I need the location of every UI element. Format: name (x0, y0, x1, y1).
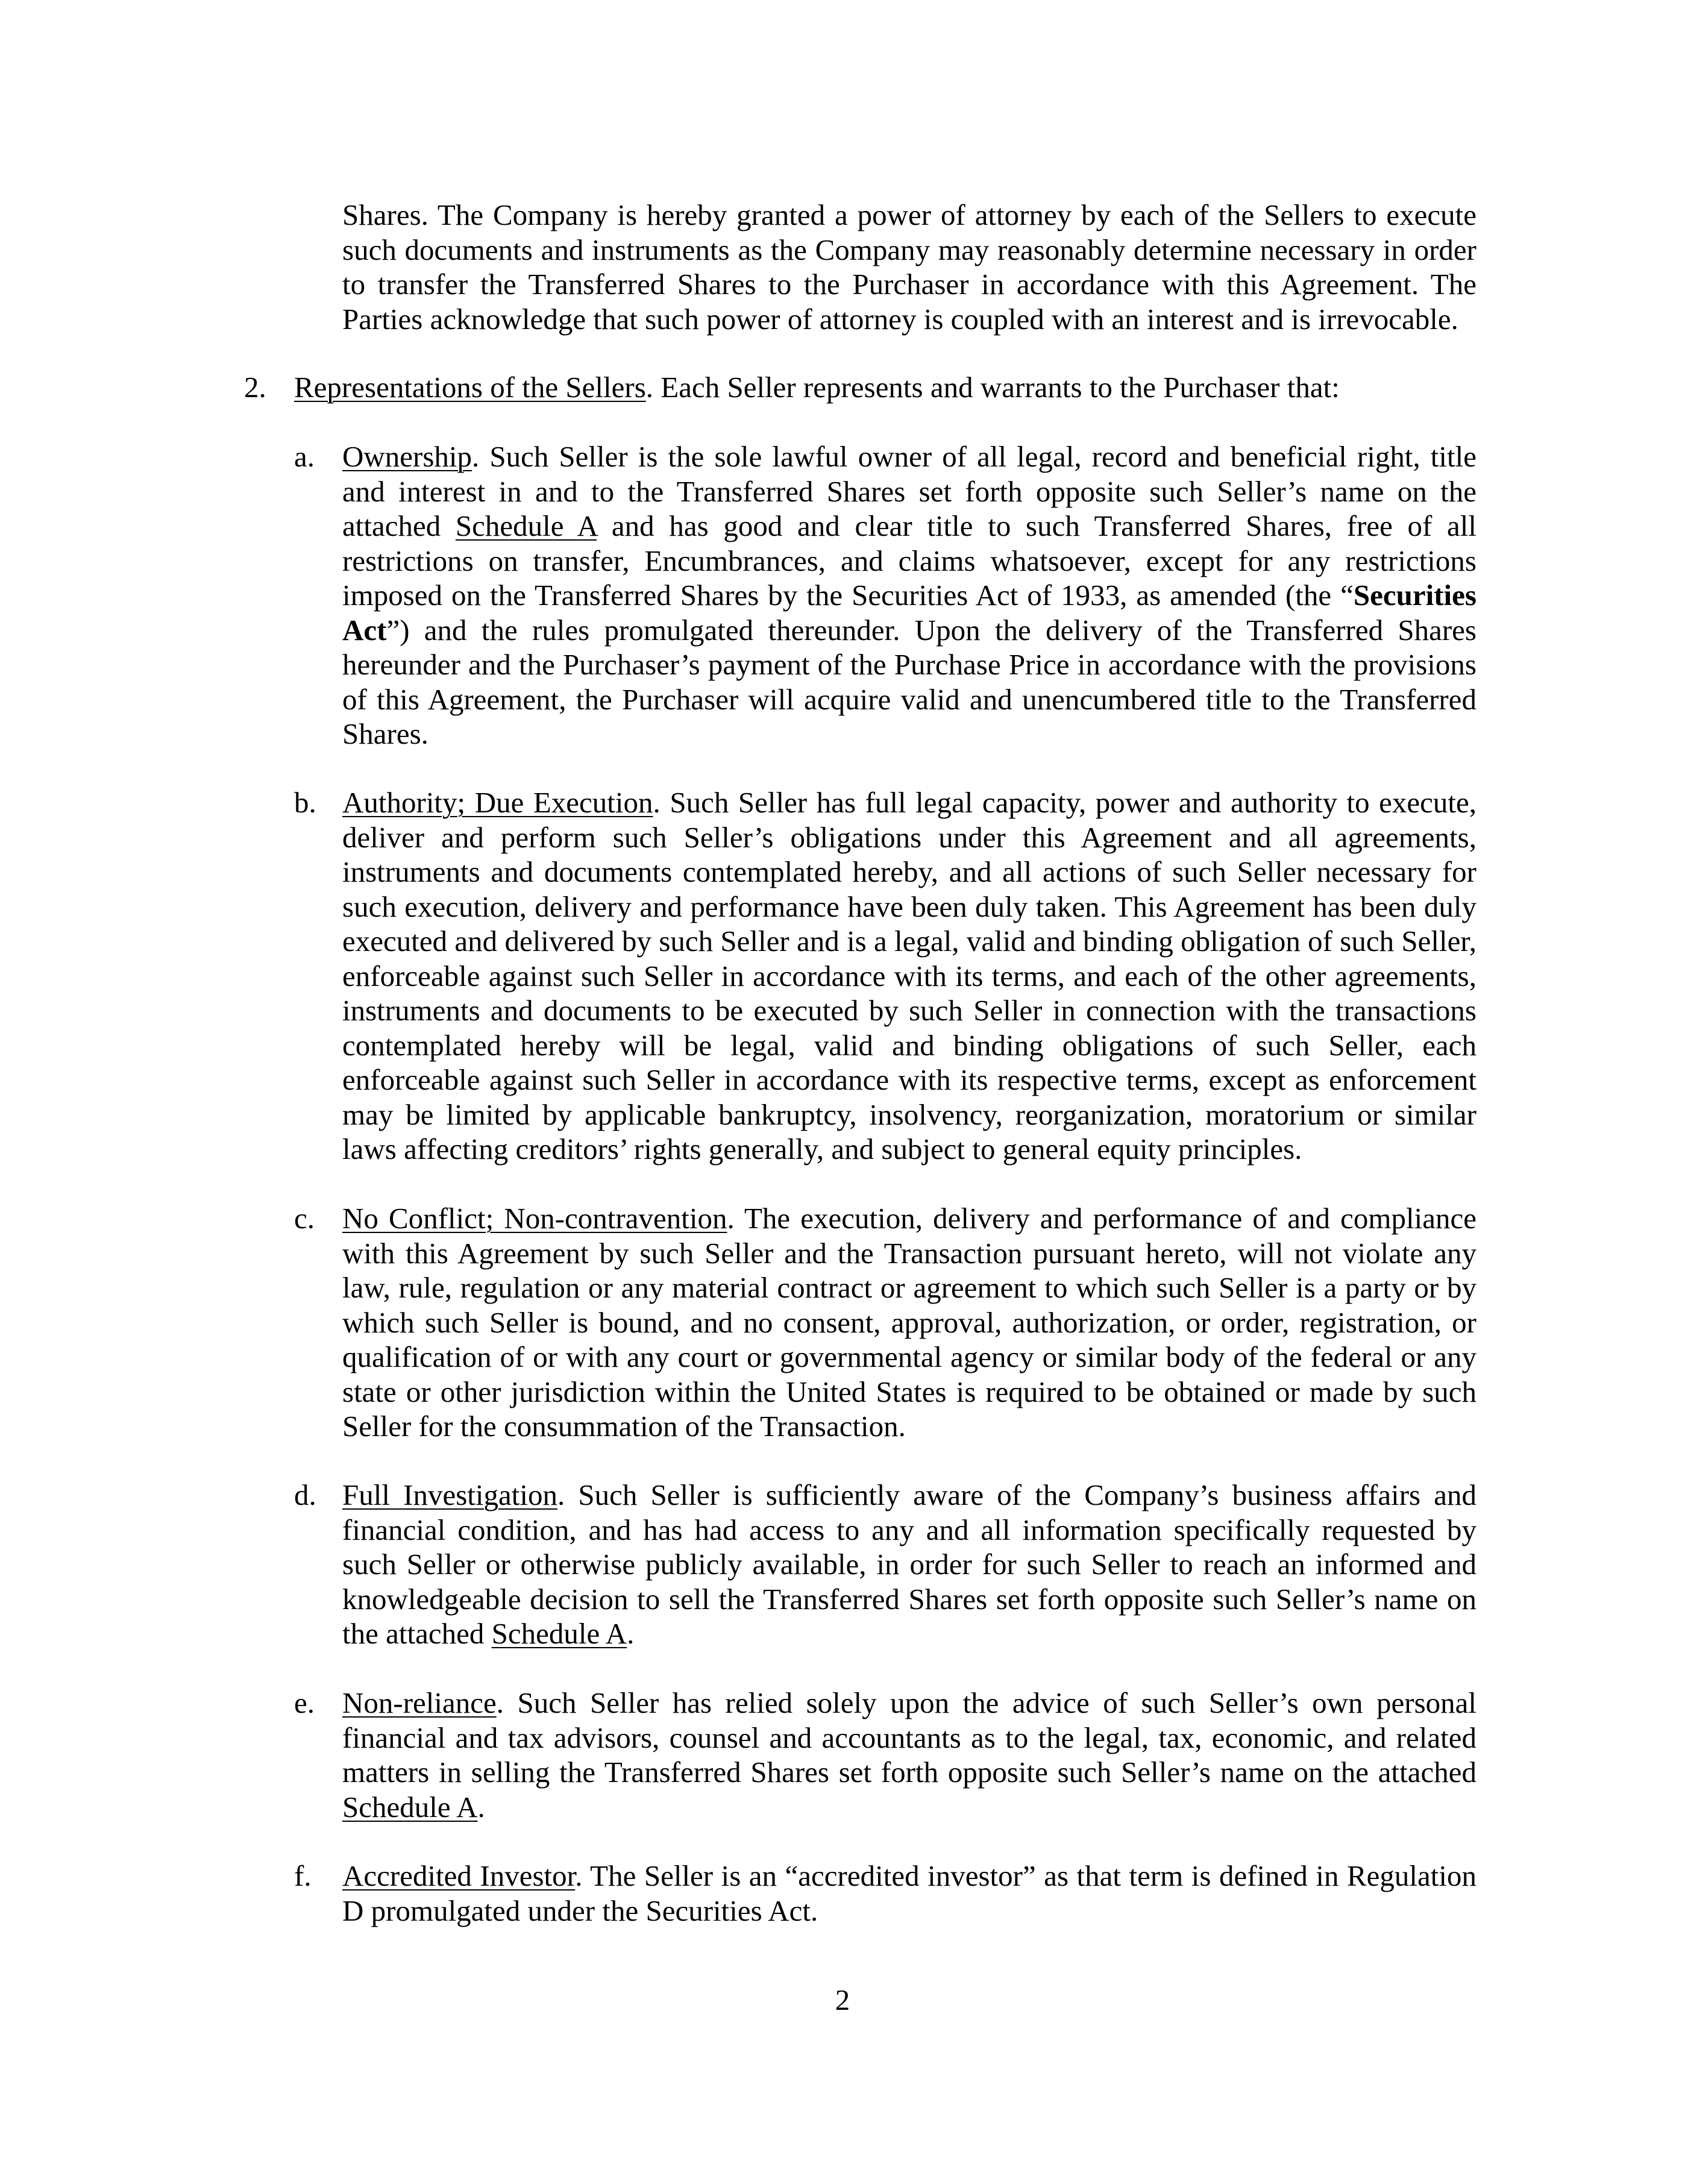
item-e-text1: . Such Seller has relied solely upon the advice of such Seller’s own personal financial and tax advisors, counsel and accountants as to the legal, tax, economic, and related matters in selling the Transferred Shares set forth opposite such Seller’s name on the attached (342, 1686, 1476, 1789)
schedule-a-reference: Schedule A (342, 1790, 478, 1824)
item-d-text2: . (627, 1617, 635, 1650)
item-c-label: c. (294, 1202, 315, 1235)
item-a-heading: Ownership (342, 440, 472, 473)
item-a-paragraph (342, 439, 1476, 752)
schedule-a-reference: Schedule A (455, 509, 597, 542)
schedule-a-reference: Schedule A (491, 1617, 627, 1650)
item-e-heading: Non-reliance (342, 1686, 497, 1719)
item-a-text1: . Such Seller is the sole lawful owner of all legal, record and beneficial right, title and interest in and to the Transferred Shares set forth opposite such Seller’s name on the attached (342, 440, 1476, 542)
item-f-label: f. (294, 1859, 312, 1892)
section-2-line (294, 370, 1340, 405)
item-e-paragraph (342, 1686, 1476, 1824)
item-f-paragraph (342, 1859, 1476, 1928)
item-c-heading: No Conflict; Non-contravention (342, 1202, 727, 1235)
item-a-label: a. (294, 440, 315, 473)
item-d-label: d. (294, 1478, 316, 1511)
item-e-text2: . (477, 1790, 485, 1824)
intro-paragraph (342, 198, 1476, 336)
item-d-heading: Full Investigation (342, 1478, 557, 1511)
item-c-paragraph (342, 1201, 1476, 1444)
section-2-number: 2. (244, 371, 266, 404)
page-number: 2 (835, 1983, 850, 2016)
section-2-heading: Representations of the Sellers (294, 371, 646, 404)
item-d-paragraph (342, 1478, 1476, 1651)
item-b-label: b. (294, 786, 316, 819)
section-2-text: . Each Seller represents and warrants to the Purchaser that: (645, 371, 1340, 404)
item-a-text3: ”) and the rules promulgated thereunder. Upon the delivery of the Transferred Shares hereunder and the Purchaser’s payment of the Purchase Price in accordance with the provisions of this Agreement, the Purchaser will acquire valid and unencumbered title to the Transferred Shares. (342, 613, 1476, 750)
item-f-heading: Accredited Investor (342, 1859, 576, 1892)
item-f-text: . The Seller is an “accredited investor” as that term is defined in Regulation D promulgated under the Securities Act. (342, 1859, 1477, 1927)
item-e-label: e. (294, 1686, 315, 1719)
item-d-text1: . Such Seller is sufficiently aware of the Company’s business affairs and financial condition, and has had access to any and all information specifically requested by such Seller or otherwise publicly available, in order for such Seller to reach an informed and knowledgeable decision to sell the Transferred Shares set forth opposite such Seller’s name on the attached (342, 1478, 1476, 1650)
item-b-paragraph (342, 785, 1476, 1167)
item-b-heading: Authority; Due Execution (342, 786, 653, 819)
intro-text: Shares. The Company is hereby granted a power of attorney by each of the Sellers to execute such documents and instruments as the Company may reasonably determine necessary in order to transfer the Transferred Shares to the Purchaser in accordance with this Agreement. The Parties acknowledge that such power of attorney is coupled with an interest and is irrevocable. (342, 198, 1476, 336)
item-a-text2: and has good and clear title to such Transferred Shares, free of all restrictions on transfer, Encumbrances, and claims whatsoever, except for any restrictions imposed on the Transferred Shares by the Securities Act of 1933, as amended (the “ (342, 509, 1476, 612)
item-c-text: . The execution, delivery and performance of and compliance with this Agreement by such Seller and the Transaction pursuant hereto, will not violate any law, rule, regulation or any material contract or agreement to which such Seller is a party or by which such Seller is bound, and no consent, approval, authorization, or order, registration, or qualification of or with any court or governmental agency or similar body of the federal or any state or other jurisdiction within the United States is required to be obtained or made by such Seller for the consummation of the Transaction. (342, 1202, 1476, 1443)
defined-term-securities-act: Securities Act (342, 579, 1476, 647)
item-b-text: . Such Seller has full legal capacity, power and authority to execute, deliver and perform such Seller’s obligations under this Agreement and all agreements, instruments and documents contemplated hereby, and all actions of such Seller necessary for such execution, delivery and performance have been duly taken. This Agreement has been duly executed and delivered by such Seller and is a legal, valid and binding obligation of such Seller, enforceable against such Seller in accordance with its terms, and each of the other agreements, instruments and documents to be executed by such Seller in connection with the transactions contemplated hereby will be legal, valid and binding obligations of such Seller, each enforceable against such Seller in accordance with its respective terms, except as enforcement may be limited by applicable bankruptcy, insolvency, reorganization, moratorium or similar laws affecting creditors’ rights generally, and subject to general equity principles. (342, 786, 1477, 1166)
